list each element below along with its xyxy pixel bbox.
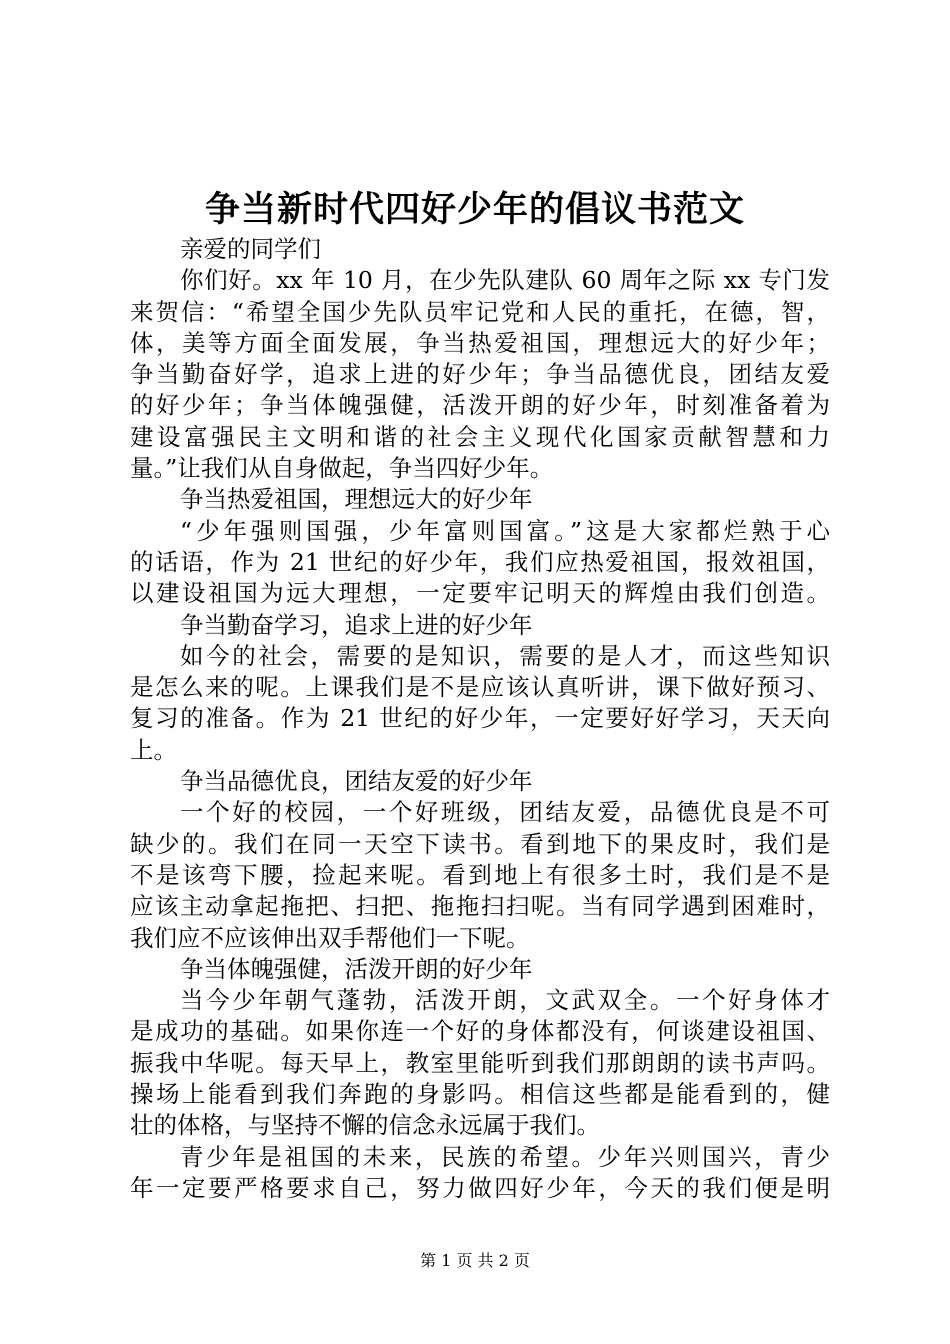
text-line: 量。”让我们从自身做起，争当四好少年。	[130, 454, 554, 483]
text-line: 复习的准备。作为 21 世纪的好少年，一定要好好学习，天天向	[130, 704, 830, 733]
text-line: 我们应不应该伸出双手帮他们一下呢。	[130, 923, 530, 952]
text-line: 年一定要严格要求自己，努力做四好少年，今天的我们便是明	[130, 1173, 830, 1202]
text-line: 的话语，作为 21 世纪的好少年，我们应热爱祖国，报效祖国，	[130, 547, 830, 576]
text-line: 争当品德优良，团结友爱的好少年	[180, 767, 533, 796]
text-line: 操场上能看到我们奔跑的身影吗。相信这些都是能看到的，健	[130, 1080, 830, 1109]
text-line: 当今少年朝气蓬勃，活泼开朗，文武双全。一个好身体才	[180, 986, 830, 1015]
text-line: 缺少的。我们在同一天空下读书。看到地下的果皮时，我们是	[130, 829, 830, 858]
text-line: 体，美等方面全面发展，争当热爱祖国，理想远大的好少年；	[130, 328, 830, 357]
text-line: 振我中华呢。每天早上，教室里能听到我们那朗朗的读书声吗。	[130, 1048, 830, 1077]
text-line: 是成功的基础。如果你连一个好的身体都没有，何谈建设祖国、	[130, 1017, 830, 1046]
text-line: 来贺信：“希望全国少先队员牢记党和人民的重托，在德，智，	[130, 297, 830, 326]
document-body	[130, 234, 830, 1204]
text-line: 是怎么来的呢。上课我们是不是应该认真听讲，课下做好预习、	[130, 673, 830, 702]
text-line: 的好少年；争当体魄强健，活泼开朗的好少年，时刻准备着为	[130, 391, 830, 420]
text-line: 你们好。xx 年 10 月，在少先队建队 60 周年之际 xx 专门发	[180, 266, 830, 295]
text-line: 亲爱的同学们	[180, 235, 321, 263]
text-line: 不是该弯下腰，捡起来呢。看到地上有很多土时，我们是不是	[130, 860, 830, 889]
text-line: 青少年是祖国的未来，民族的希望。少年兴则国兴，青少	[180, 1142, 830, 1171]
text-line: “少年强则国强，少年富则国富。”这是大家都烂熟于心	[180, 516, 830, 545]
text-line: 争当勤奋好学，追求上进的好少年；争当品德优良，团结友爱	[130, 360, 830, 389]
text-line: 争当热爱祖国，理想远大的好少年	[180, 485, 533, 514]
text-line: 应该主动拿起拖把、扫把、拖拖扫扫呢。当有同学遇到困难时，	[130, 892, 830, 921]
text-line: 争当体魄强健，活泼开朗的好少年	[180, 954, 533, 983]
text-line: 上。	[130, 735, 177, 764]
text-line: 壮的体格，与坚持不懈的信念永远属于我们。	[130, 1111, 600, 1140]
text-line: 建设富强民主文明和谐的社会主义现代化国家贡献智慧和力	[130, 422, 830, 451]
text-line: 一个好的校园，一个好班级，团结友爱，品德优良是不可	[180, 798, 830, 827]
page-footer: 第 1 页 共 2 页	[420, 1251, 530, 1270]
text-line: 以建设祖国为远大理想，一定要牢记明天的辉煌由我们创造。	[130, 579, 830, 608]
text-line: 争当勤奋学习，追求上进的好少年	[180, 610, 533, 639]
document-title: 争当新时代四好少年的倡议书范文	[204, 189, 745, 230]
text-line: 如今的社会，需要的是知识，需要的是人才，而这些知识	[180, 641, 830, 670]
